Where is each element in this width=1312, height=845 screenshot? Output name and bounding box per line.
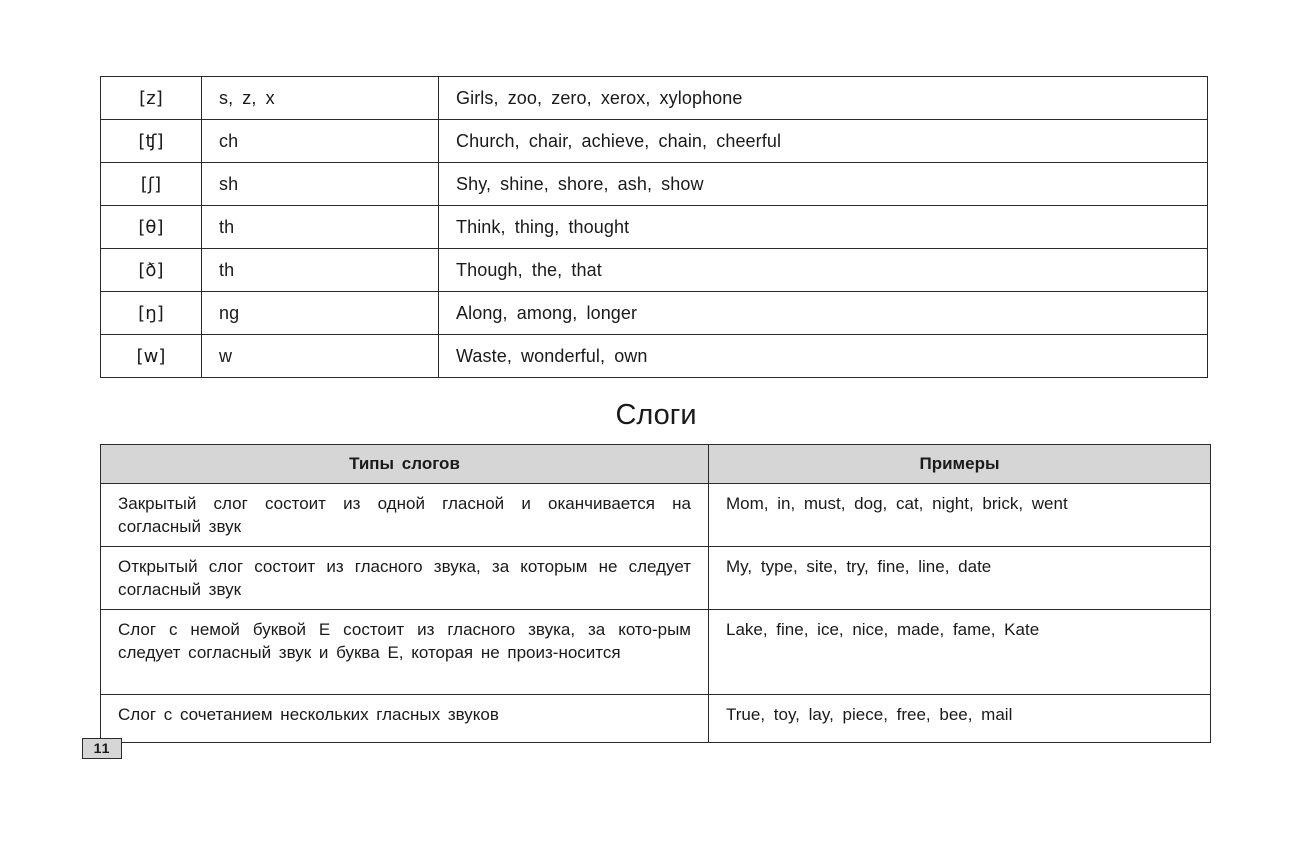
letter-combination: th (202, 206, 439, 249)
syllable-examples: Mom, in, must, dog, cat, night, brick, went (709, 484, 1211, 547)
table-row (101, 610, 1211, 695)
phonetic-symbol: [θ] (101, 206, 202, 249)
table-row (101, 695, 1211, 743)
syllable-type-description: Слог с немой буквой E состоит из гласного звука, за кото-рым следует согласный звук и буква E, которая не произ-носится (101, 610, 709, 695)
table-header-row (101, 445, 1211, 484)
table-row (101, 547, 1211, 610)
letter-combination: s, z, x (202, 77, 439, 120)
syllable-examples: My, type, site, try, fine, line, date (709, 547, 1211, 610)
example-words: Think, thing, thought (439, 206, 1208, 249)
letter-combination: ch (202, 120, 439, 163)
example-words: Though, the, that (439, 249, 1208, 292)
example-words: Girls, zoo, zero, xerox, xylophone (439, 77, 1208, 120)
syllable-examples: True, toy, lay, piece, free, bee, mail (709, 695, 1211, 743)
phonetic-symbol: [ŋ] (101, 292, 202, 335)
phonetic-symbol: [ʃ] (101, 163, 202, 206)
table-row (101, 249, 1208, 292)
syllable-type-description: Открытый слог состоит из гласного звука, за которым не следует согласный звук (101, 547, 709, 610)
sounds-table (100, 76, 1208, 378)
example-words: Waste, wonderful, own (439, 335, 1208, 378)
table-row (101, 292, 1208, 335)
example-words: Shy, shine, shore, ash, show (439, 163, 1208, 206)
syllables-table (100, 444, 1211, 743)
table-row (101, 206, 1208, 249)
phonetic-symbol: [w] (101, 335, 202, 378)
phonetic-symbol: [ʧ] (101, 120, 202, 163)
letter-combination: th (202, 249, 439, 292)
column-header-types: Типы слогов (101, 445, 709, 484)
table-row (101, 163, 1208, 206)
syllable-examples: Lake, fine, ice, nice, made, fame, Kate (709, 610, 1211, 695)
letter-combination: ng (202, 292, 439, 335)
table-row (101, 77, 1208, 120)
syllable-type-description: Закрытый слог состоит из одной гласной и оканчивается на согласный звук (101, 484, 709, 547)
example-words: Church, chair, achieve, chain, cheerful (439, 120, 1208, 163)
section-title: Слоги (615, 399, 697, 431)
table-row (101, 120, 1208, 163)
phonetic-symbol: [z] (101, 77, 202, 120)
phonetic-symbol: [ð] (101, 249, 202, 292)
letter-combination: w (202, 335, 439, 378)
table-row (101, 484, 1211, 547)
table-row (101, 335, 1208, 378)
letter-combination: sh (202, 163, 439, 206)
syllable-type-description: Слог с сочетанием нескольких гласных звуков (101, 695, 709, 743)
example-words: Along, among, longer (439, 292, 1208, 335)
column-header-examples: Примеры (709, 445, 1211, 484)
page-number: 11 (82, 738, 122, 759)
